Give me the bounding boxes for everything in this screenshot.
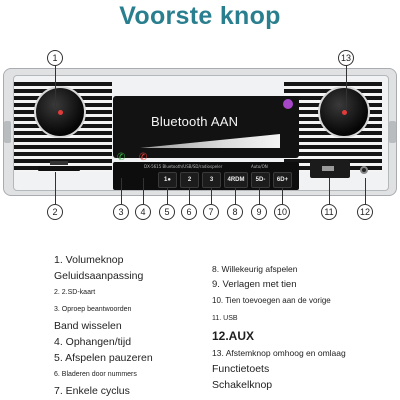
preset-key-5-down[interactable]: 5D- (251, 172, 270, 188)
legend-item-13: 13. Afstemknop omhoog en omlaag (212, 348, 346, 358)
leader-13 (346, 64, 347, 110)
preset-key-1[interactable]: 1● (158, 172, 177, 188)
callout-1: 1 (47, 50, 63, 66)
callout-13: 13 (338, 50, 354, 66)
model-label: DX-5615 Bluetooth/USB/SD/radiospeler (144, 164, 223, 169)
leader-12 (365, 178, 366, 204)
page-title: Voorste knop (119, 2, 281, 30)
legend-item-9: 9. Verlagen met tien (212, 279, 297, 290)
knob-marker-icon (58, 110, 63, 115)
legend-item-4: 4. Ophangen/tijd (54, 336, 132, 348)
leader-8 (235, 188, 236, 204)
volume-knob[interactable] (34, 86, 86, 138)
leader-11 (329, 178, 330, 204)
legend-item-11: 11. USB (212, 315, 238, 322)
legend-item-1: 1. Volumeknop (54, 254, 124, 266)
callout-12: 12 (357, 204, 373, 220)
leader-3 (121, 178, 122, 204)
callout-8: 8 (227, 204, 243, 220)
knob-marker-icon (342, 110, 347, 115)
legend-item-8: 8. Willekeurig afspelen (212, 264, 298, 274)
callout-9: 9 (251, 204, 267, 220)
leader-7 (211, 188, 212, 204)
legend-item-7: 7. Enkele cyclus (54, 385, 130, 397)
mount-clip-right (389, 121, 396, 143)
legend-item-13-sub1: Functietoets (212, 363, 270, 375)
display-text: Bluetooth AAN (151, 114, 239, 129)
legend-item-10: 10. Tien toevoegen aan de vorige (212, 296, 331, 305)
callout-5: 5 (159, 204, 175, 220)
tuning-knob[interactable] (318, 86, 370, 138)
legend-item-1-sub: Geluidsaanpassing (54, 270, 144, 282)
legend-item-13-sub2: Schakelknop (212, 379, 273, 391)
legend-item-5: 5. Afspelen pauzeren (54, 352, 153, 364)
preset-key-6-up[interactable]: 6D+ (273, 172, 292, 188)
preset-key-2[interactable]: 2 (180, 172, 199, 188)
leader-6 (189, 188, 190, 204)
leader-10 (282, 188, 283, 204)
callout-3: 3 (113, 204, 129, 220)
callout-4: 4 (135, 204, 151, 220)
answer-call-icon[interactable]: ✆ (117, 152, 126, 163)
leader-4 (143, 178, 144, 204)
hangup-call-icon[interactable]: ✆ (139, 152, 148, 163)
preset-key-4-random[interactable]: 4RDM (224, 172, 248, 188)
legend-item-3: 3. Oproep beantwoorden (54, 306, 132, 313)
aux-jack[interactable] (360, 166, 368, 174)
legend-item-2: 2. 2.SD-kaart (54, 289, 96, 296)
purple-indicator-icon (283, 99, 293, 109)
callout-11: 11 (321, 204, 337, 220)
auto-label: Auto/ON (251, 164, 268, 169)
callout-7: 7 (203, 204, 219, 220)
callout-6: 6 (181, 204, 197, 220)
leader-9 (259, 188, 260, 204)
legend-item-6: 6. Bladeren door nummers (54, 371, 137, 378)
preset-key-3[interactable]: 3 (202, 172, 221, 188)
mount-clip-left (4, 121, 11, 143)
callout-10: 10 (274, 204, 290, 220)
legend-item-12: 12.AUX (212, 329, 255, 343)
leader-1 (55, 64, 56, 110)
sd-card-slot[interactable] (38, 166, 80, 171)
callout-2: 2 (47, 204, 63, 220)
leader-5 (167, 188, 168, 204)
legend-item-3-sub: Band wisselen (54, 320, 122, 332)
sd-slot-cover (50, 161, 68, 165)
usb-port[interactable] (322, 166, 334, 171)
leader-2 (55, 172, 56, 204)
